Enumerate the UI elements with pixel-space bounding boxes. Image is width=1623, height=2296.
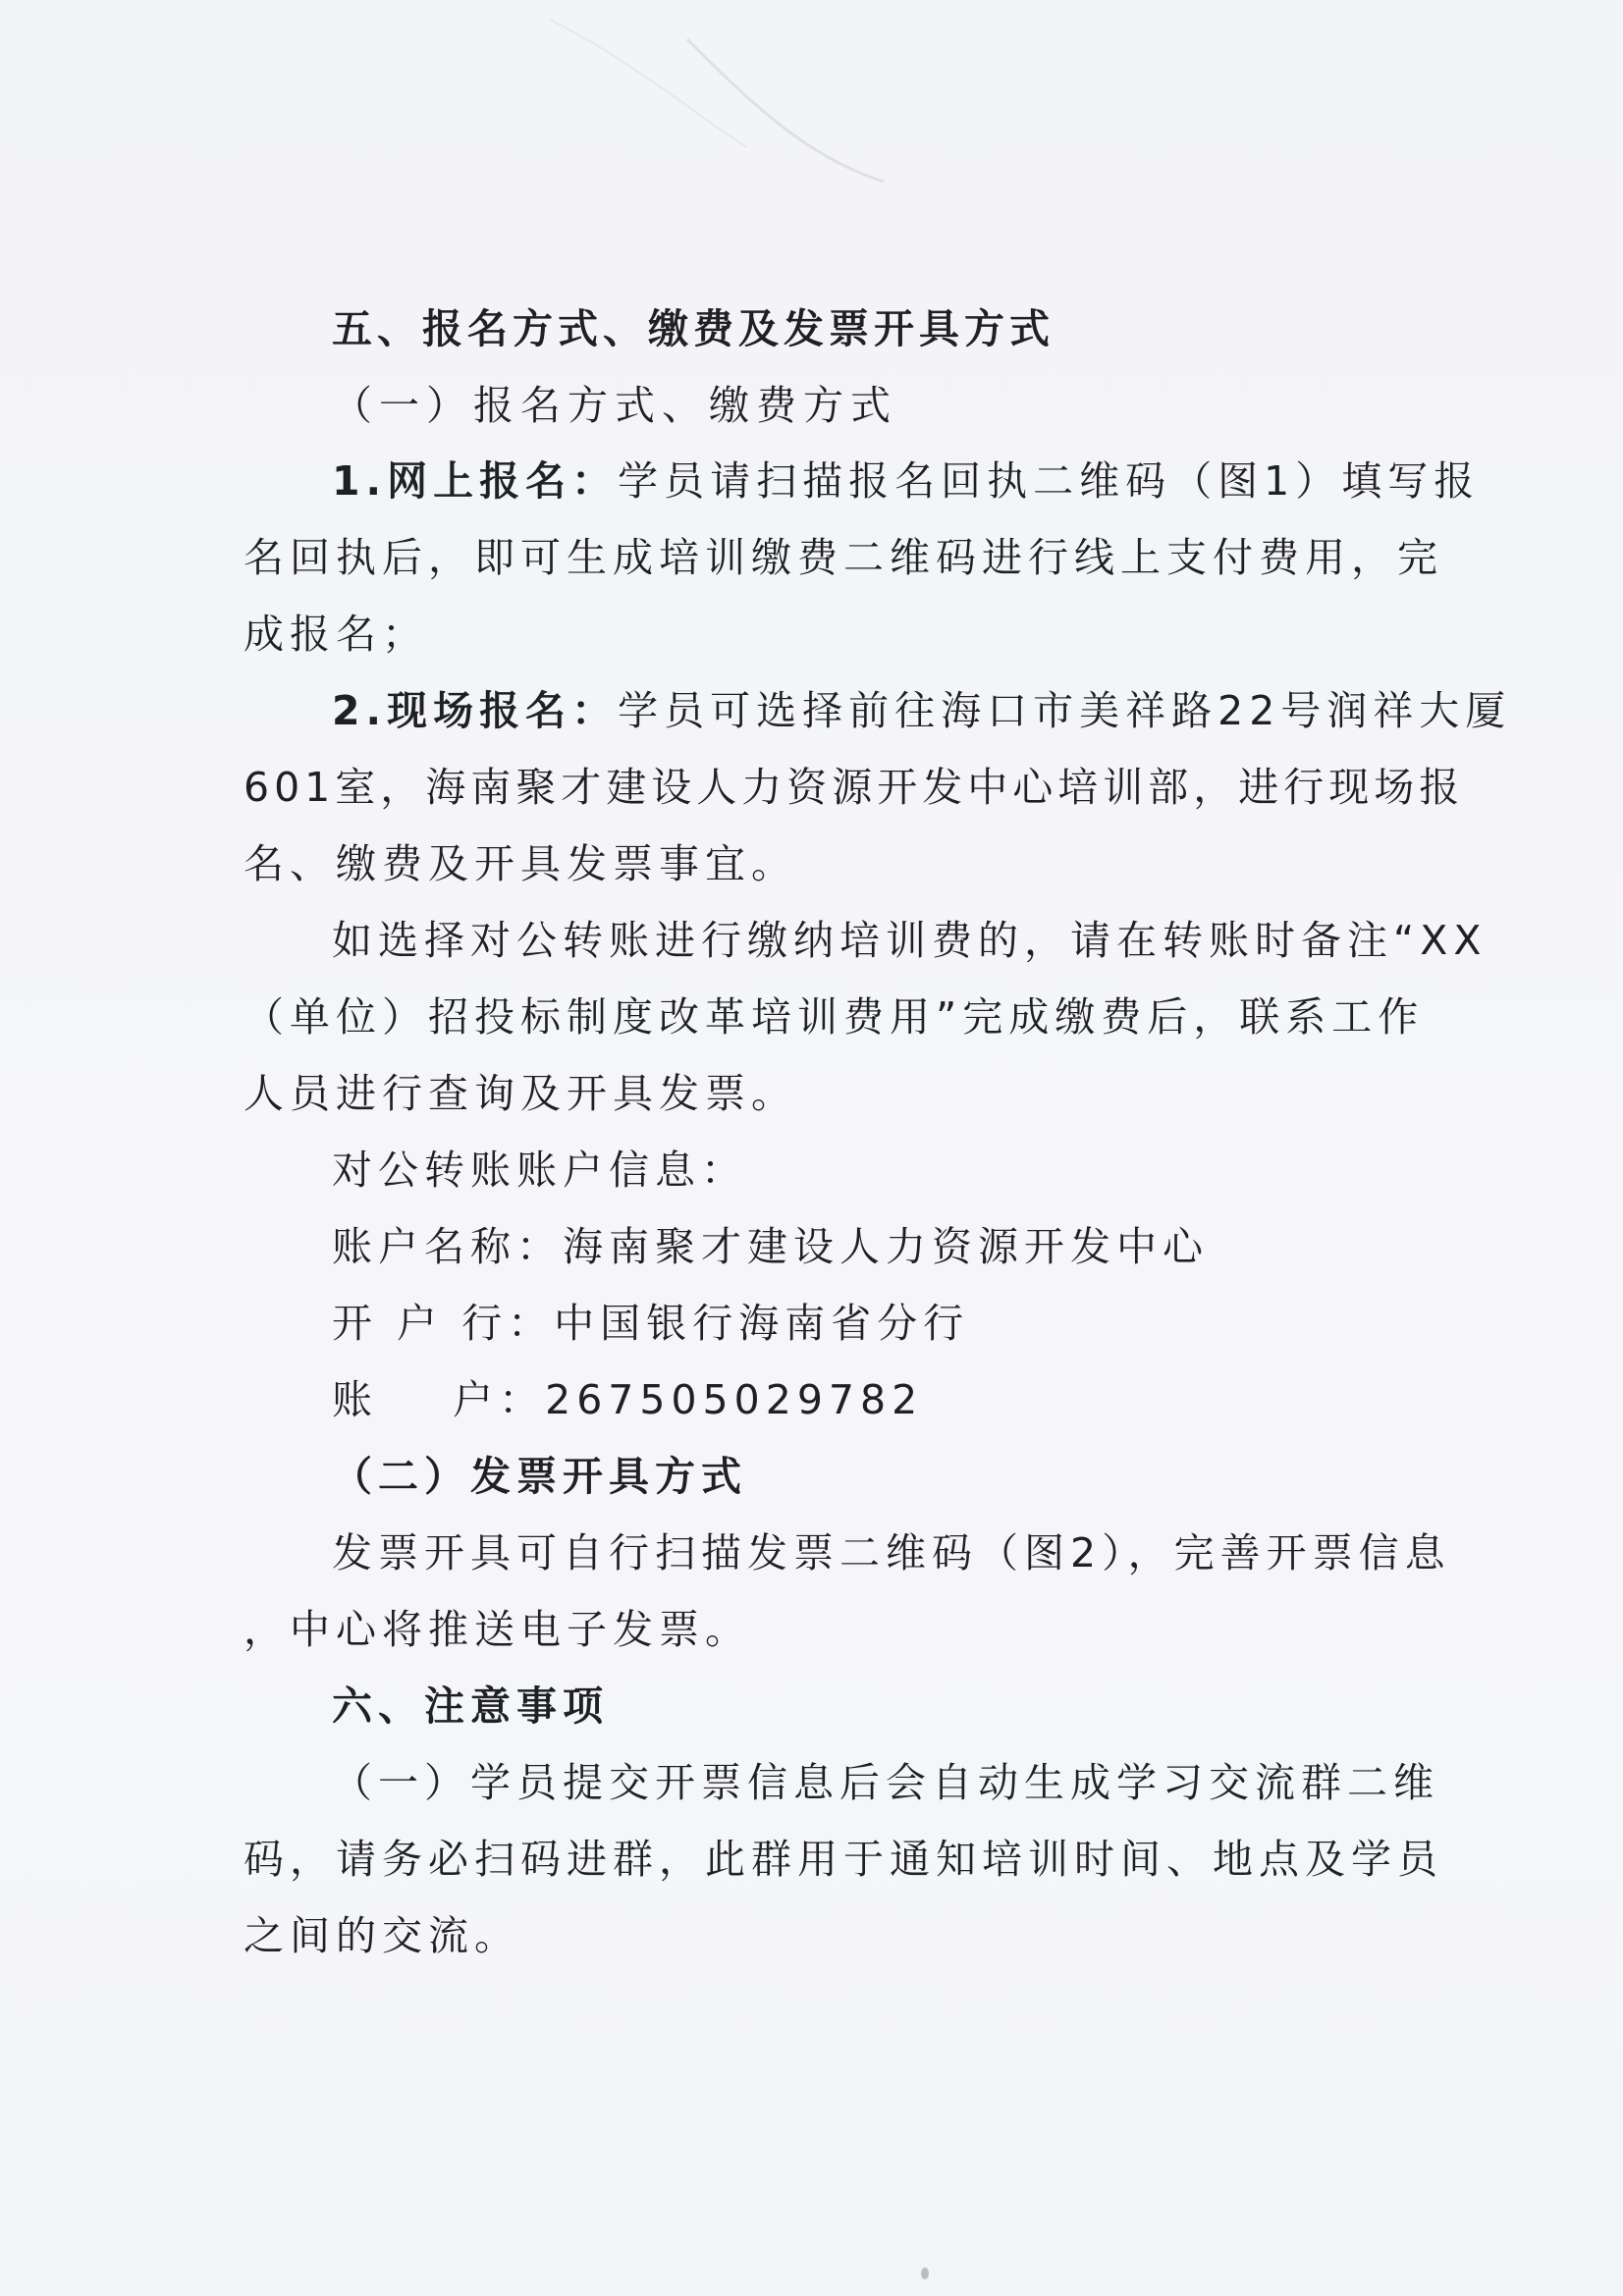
onsite-registration-line-2: 601室，海南聚才建设人力资源开发中心培训部，进行现场报 <box>243 764 1465 811</box>
transfer-note-line-1: 如选择对公转账进行缴纳培训费的，请在转账时备注“XX <box>332 917 1488 964</box>
notice-line-3: 之间的交流。 <box>243 1912 520 1959</box>
subsection-1-heading: （一）报名方式、缴费方式 <box>332 382 897 429</box>
section-6-heading: 六、注意事项 <box>332 1682 609 1730</box>
online-registration-line-2: 名回执后，即可生成培训缴费二维码进行线上支付费用，完 <box>243 534 1443 581</box>
online-registration-label: 1.网上报名： <box>332 457 619 505</box>
onsite-registration-line-3: 名、缴费及开具发票事宜。 <box>243 840 797 887</box>
scan-speck <box>921 2268 929 2279</box>
onsite-registration-text: 学员可选择前往海口市美祥路22号润祥大厦 <box>618 687 1512 734</box>
notice-line-2: 码，请务必扫码进群，此群用于通知培训时间、地点及学员 <box>243 1836 1443 1883</box>
section-5-heading: 五、报名方式、缴费及发票开具方式 <box>332 305 1055 352</box>
onsite-registration-label: 2.现场报名： <box>332 687 619 734</box>
notice-line-1: （一）学员提交开票信息后会自动生成学习交流群二维 <box>332 1759 1439 1806</box>
onsite-registration-line-1 <box>332 687 1512 734</box>
online-registration-line-3: 成报名； <box>243 611 428 658</box>
online-registration-text: 学员请扫描报名回执二维码（图1）填写报 <box>618 457 1481 505</box>
invoice-line-2: ，中心将推送电子发票。 <box>243 1606 751 1653</box>
subsection-2-heading: （二）发票开具方式 <box>332 1453 747 1500</box>
invoice-line-1: 发票开具可自行扫描发票二维码（图2），完善开票信息 <box>332 1529 1451 1576</box>
account-number-line: 账 户：267505029782 <box>332 1376 924 1423</box>
transfer-note-line-3: 人员进行查询及开具发票。 <box>243 1070 797 1117</box>
account-name-line: 账户名称：海南聚才建设人力资源开发中心 <box>332 1223 1209 1270</box>
bank-line: 开 户 行：中国银行海南省分行 <box>332 1300 970 1347</box>
transfer-note-line-2: （单位）招投标制度改革培训费用”完成缴费后，联系工作 <box>243 993 1425 1041</box>
online-registration-line-1 <box>332 457 1481 505</box>
account-info-heading: 对公转账账户信息： <box>332 1147 747 1194</box>
